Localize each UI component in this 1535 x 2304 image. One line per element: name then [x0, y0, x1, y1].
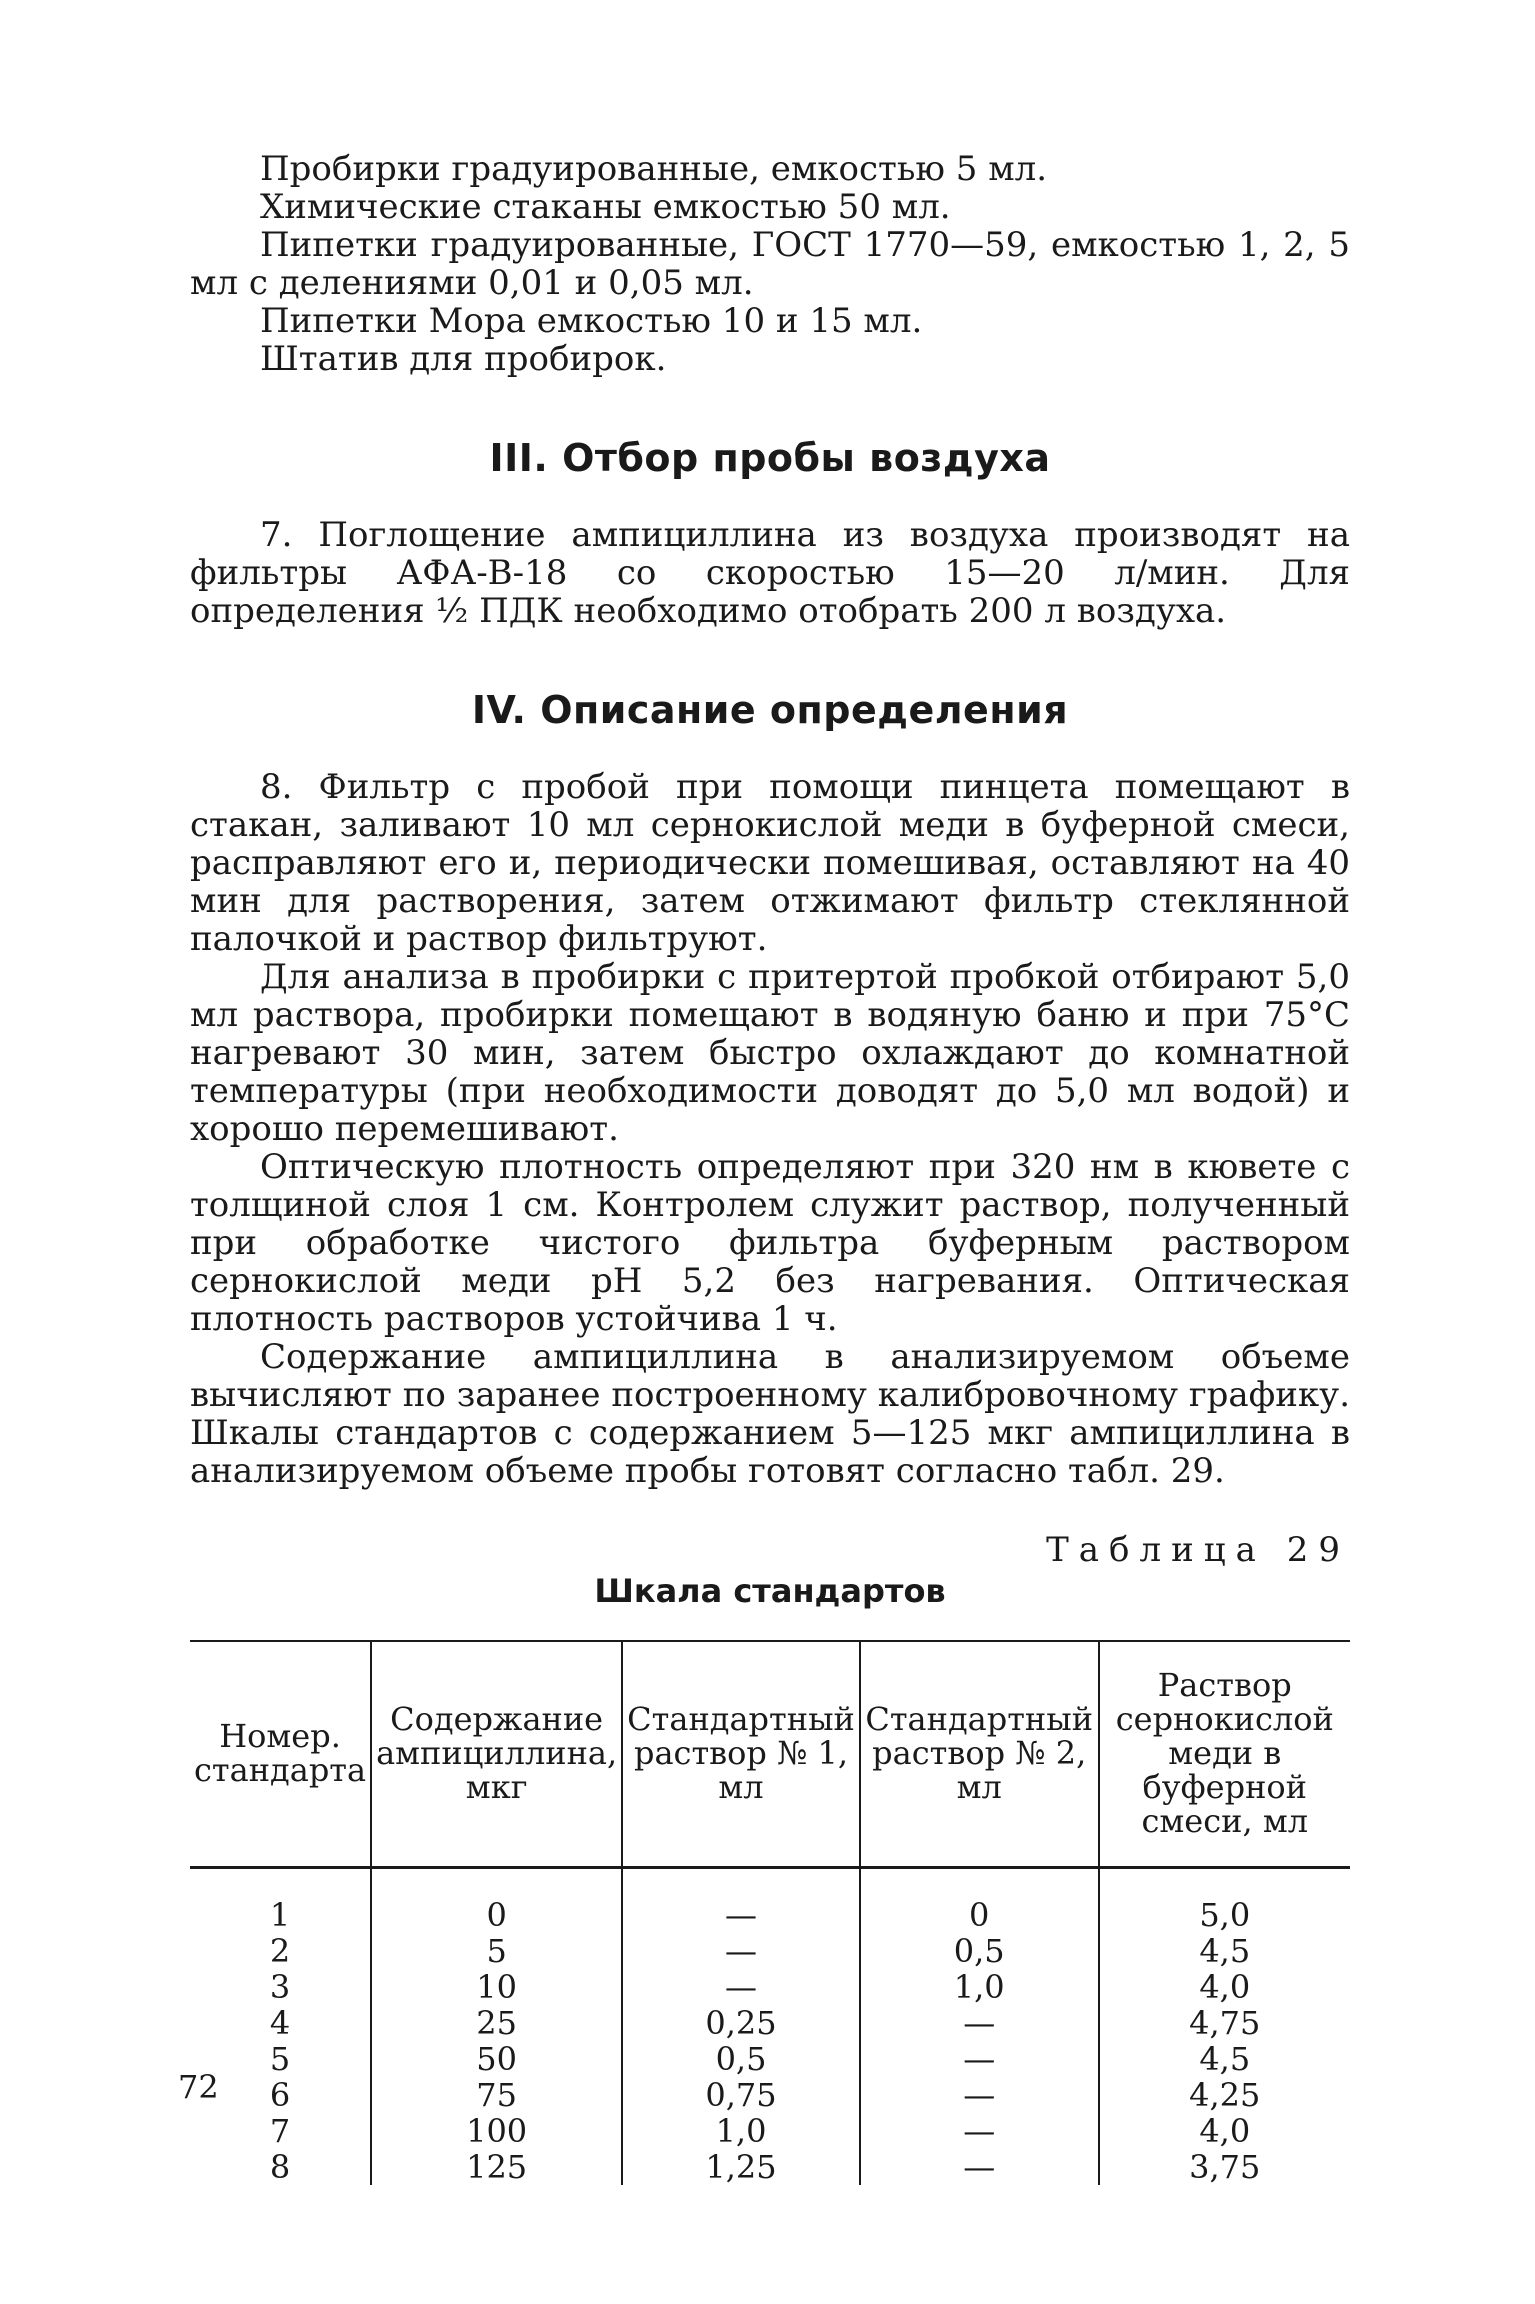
header-cell: Стандартный раствор № 1, мл	[622, 1641, 860, 1868]
table-cell: —	[860, 2041, 1099, 2077]
table-row	[190, 1933, 1350, 1969]
table-cell: 4	[269, 2004, 291, 2042]
table-cell: 8	[269, 2148, 291, 2186]
standards-table	[190, 1640, 1350, 2185]
table-cell: 6	[269, 2076, 291, 2114]
header-cell: Номер. стандарта	[190, 1641, 371, 1868]
table-cell: 4,25	[1099, 2077, 1350, 2113]
header-cell: Стандартный раствор № 2, мл	[860, 1641, 1099, 1868]
page-number: 72	[178, 2068, 219, 2106]
table-cell: 7	[269, 2112, 291, 2150]
table-row	[190, 2113, 1350, 2149]
table-row	[190, 1868, 1350, 1934]
section-heading-procedure: IV. Описание определения	[471, 688, 1069, 732]
table-cell: 5,0	[1099, 1868, 1350, 1934]
table-row	[190, 2077, 1350, 2113]
table-cell: 4,0	[1099, 2113, 1350, 2149]
table-cell: —	[622, 1933, 860, 1969]
table-cell: 75	[371, 2077, 622, 2113]
paragraph: Содержание ампициллина в анализируемом объеме вычисляют по заранее построенному калибровочному графику. Шкалы стандартов с содержанием 5—125 мкг ампициллина в анализируемом объеме пробы готовят согласно табл. 29.	[190, 1337, 1350, 1491]
table-cell: 4,5	[1099, 2041, 1350, 2077]
header-cell: Содержание ампициллина, мкг	[371, 1641, 622, 1868]
table-cell: —	[622, 1868, 860, 1934]
equipment-item: Штатив для пробирок.	[260, 339, 667, 379]
table-cell: 0	[860, 1868, 1099, 1934]
table-cell: 100	[371, 2113, 622, 2149]
table-cell: 50	[371, 2041, 622, 2077]
table-cell: 2	[269, 1932, 291, 1970]
header-cell: Раствор сернокислой меди в буферной смеси, мл	[1099, 1641, 1350, 1868]
table-row	[190, 2041, 1350, 2077]
paragraph: 8. Фильтр с пробой при помощи пинцета помещают в стакан, заливают 10 мл сернокислой меди в буферной смеси, расправляют его и, периодически помешивая, оставляют на 40 мин для растворения, затем отжимают фильтр стеклянной палочкой и раствор фильтруют.	[190, 767, 1350, 959]
table-cell: 4,0	[1099, 1969, 1350, 2005]
table-header-row	[190, 1641, 1350, 1868]
table-cell: 0,5	[860, 1933, 1099, 1969]
paragraph: 7. Поглощение ампициллина из воздуха производят на фильтры АФА-В-18 со скоростью 15—20 л/мин. Для определения ½ ПДК необходимо отобрать 200 л воздуха.	[190, 515, 1350, 631]
page	[190, 150, 1350, 2185]
equipment-item: Химические стаканы емкостью 50 мл.	[260, 187, 951, 227]
table-cell: 0	[371, 1868, 622, 1934]
paragraph: Оптическую плотность определяют при 320 нм в кювете с толщиной слоя 1 см. Контролем служит раствор, полученный при обработке чистого фильтра буферным раствором сернокислой меди pH 5,2 без нагревания. Оптическая плотность растворов устойчива 1 ч.	[190, 1147, 1350, 1339]
table-cell: 1,0	[860, 1969, 1099, 2005]
section-heading-air-sampling: III. Отбор пробы воздуха	[489, 436, 1051, 480]
table-cell: —	[622, 1969, 860, 2005]
table-cell: —	[860, 2113, 1099, 2149]
table-cell: 5	[371, 1933, 622, 1969]
equipment-item: Пробирки градуированные, емкостью 5 мл.	[260, 149, 1048, 189]
table-cell: 25	[371, 2005, 622, 2041]
table-cell: 0,75	[622, 2077, 860, 2113]
table-caption: Таблица 29	[1046, 1530, 1350, 1570]
table-cell: 0,5	[622, 2041, 860, 2077]
table-cell: 4,75	[1099, 2005, 1350, 2041]
paragraph: Для анализа в пробирки с притертой пробкой отбирают 5,0 мл раствора, пробирки помещают в водяную баню и при 75°С нагревают 30 мин, затем быстро охлаждают до комнатной температуры (при необходимости доводят до 5,0 мл водой) и хорошо перемешивают.	[190, 957, 1350, 1149]
table-cell: —	[860, 2005, 1099, 2041]
equipment-item: Пипетки Мора емкостью 10 и 15 мл.	[260, 301, 923, 341]
table-row	[190, 2005, 1350, 2041]
table-cell: 1	[269, 1896, 291, 1934]
table-cell: 3,75	[1099, 2149, 1350, 2185]
table-cell: 10	[371, 1969, 622, 2005]
table-cell: —	[860, 2077, 1099, 2113]
table-cell: 4,5	[1099, 1933, 1350, 1969]
table-cell: 125	[371, 2149, 622, 2185]
table-cell: —	[860, 2149, 1099, 2185]
table-cell: 3	[269, 1968, 291, 2006]
table-row	[190, 2149, 1350, 2185]
table-cell: 5	[269, 2040, 291, 2078]
equipment-list	[190, 150, 1350, 378]
equipment-item: Пипетки градуированные, ГОСТ 1770—59, емкостью 1, 2, 5 мл с делениями 0,01 и 0,05 мл.	[190, 225, 1350, 303]
table-row	[190, 1969, 1350, 2005]
table-cell: 1,0	[622, 2113, 860, 2149]
table-cell: 0,25	[622, 2005, 860, 2041]
table-title: Шкала стандартов	[594, 1572, 946, 1610]
table-cell: 1,25	[622, 2149, 860, 2185]
